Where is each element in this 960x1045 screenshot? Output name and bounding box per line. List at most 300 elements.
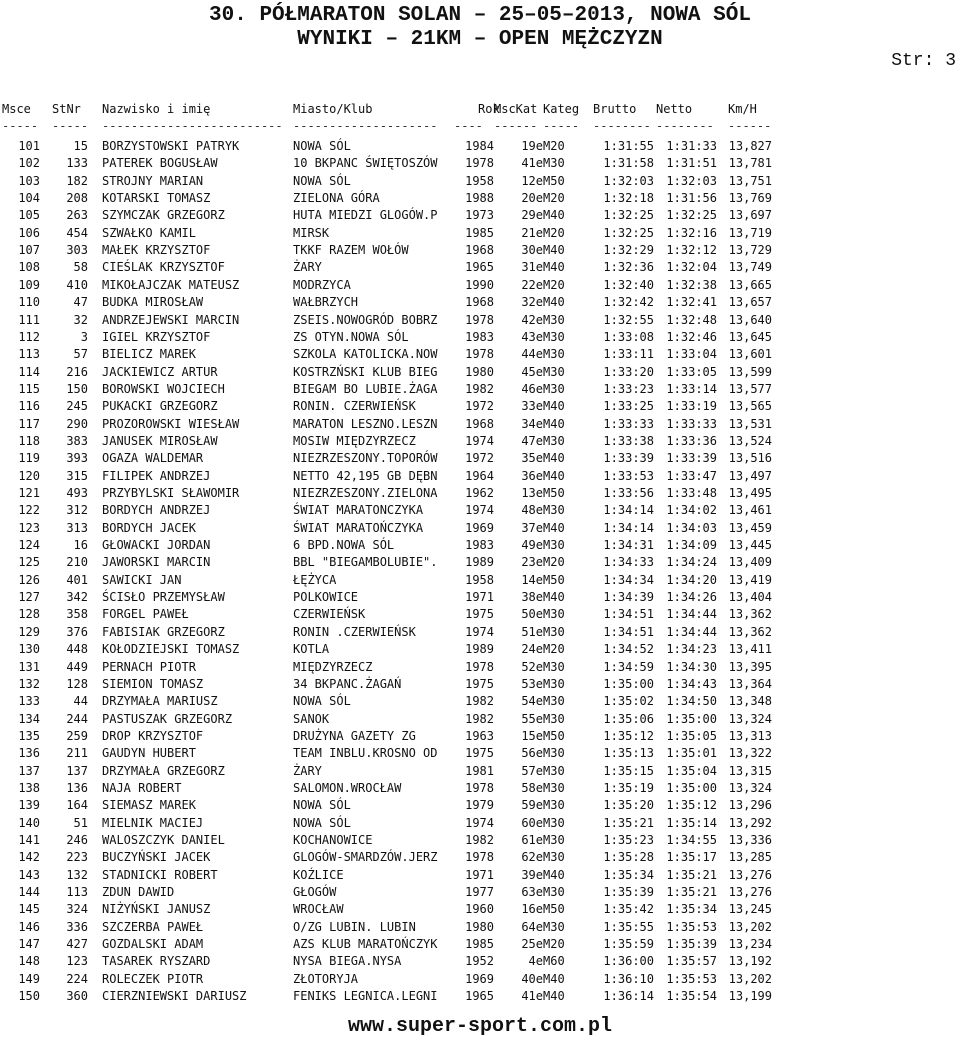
- cell-netto: 1:34:55: [666, 833, 717, 847]
- cell-msce: 110: [18, 295, 40, 310]
- cell-brutto: 1:35:28: [603, 850, 654, 865]
- cell-stnr: 216: [66, 364, 88, 379]
- cell-brutto: 1:35:23: [603, 833, 654, 847]
- cell-rok: 1971: [465, 590, 494, 605]
- sep-stnr: -----: [52, 119, 89, 133]
- cell-stnr: 208: [66, 191, 88, 206]
- cell-stnr: 313: [66, 520, 88, 535]
- cell-kmh: 13,202: [728, 971, 772, 986]
- cell-rok: 1983: [465, 329, 494, 344]
- cell-rok: 1983: [465, 538, 494, 553]
- cell-msce: 117: [18, 416, 40, 431]
- cell-netto: 1:33:47: [666, 468, 717, 483]
- cell-name: BOROWSKI WOJCIECH: [102, 381, 225, 396]
- cell-rok: 1978: [465, 347, 494, 362]
- cell-msckat: 31e: [521, 260, 543, 275]
- cell-city: ŚWIAT MARATOŃCZYKA: [293, 520, 424, 535]
- cell-stnr: 245: [66, 399, 88, 414]
- cell-name: SZYMCZAK GRZEGORZ: [102, 208, 225, 223]
- cell-msce: 150: [18, 989, 40, 1004]
- cell-city: NOWA SÓL: [293, 694, 351, 709]
- sep-name: -------------------------: [102, 119, 283, 133]
- cell-netto: 1:32:16: [666, 225, 717, 240]
- cell-stnr: 224: [66, 971, 88, 986]
- cell-stnr: 263: [66, 208, 88, 223]
- cell-brutto: 1:32:36: [603, 260, 654, 275]
- cell-msckat: 53e: [521, 676, 543, 691]
- cell-rok: 1958: [465, 572, 494, 587]
- cell-kateg: M40: [543, 971, 565, 986]
- cell-msckat: 49e: [521, 538, 543, 553]
- cell-stnr: 427: [66, 937, 88, 952]
- cell-kmh: 13,409: [728, 555, 772, 570]
- cell-kateg: M20: [543, 555, 565, 570]
- footer-website: www.super-sport.com.pl: [347, 1015, 613, 1038]
- sep-kateg: -----: [543, 119, 580, 133]
- cell-kateg: M20: [543, 191, 565, 206]
- cell-brutto: 1:34:33: [603, 555, 654, 570]
- cell-netto: 1:35:57: [666, 954, 717, 969]
- cell-stnr: 15: [73, 139, 88, 153]
- cell-netto: 1:33:19: [666, 399, 717, 414]
- cell-stnr: 259: [66, 728, 88, 743]
- cell-brutto: 1:33:56: [603, 486, 654, 500]
- cell-stnr: 312: [66, 503, 88, 518]
- cell-stnr: 182: [66, 173, 88, 188]
- cell-stnr: 133: [66, 156, 88, 171]
- cell-msce: 107: [18, 243, 40, 258]
- cell-brutto: 1:33:11: [603, 347, 654, 362]
- cell-name: ROLECZEK PIOTR: [102, 971, 204, 986]
- cell-name: BORDYCH JACEK: [102, 520, 196, 535]
- cell-name: TASAREK RYSZARD: [102, 954, 211, 969]
- cell-kateg: M40: [543, 590, 565, 605]
- cell-name: CIERZNIEWSKI DARIUSZ: [102, 989, 247, 1004]
- cell-msckat: 59e: [521, 798, 543, 813]
- cell-brutto: 1:32:03: [603, 173, 654, 188]
- cell-name: CIEŚLAK KRZYSZTOF: [102, 260, 225, 275]
- cell-rok: 1978: [465, 850, 494, 865]
- cell-msckat: 38e: [521, 590, 543, 605]
- cell-name: GOZDALSKI ADAM: [102, 937, 204, 952]
- cell-name: DRZYMAŁA MARIUSZ: [102, 694, 218, 709]
- cell-netto: 1:33:05: [666, 364, 717, 379]
- cell-msckat: 50e: [521, 607, 543, 622]
- cell-rok: 1978: [465, 312, 494, 327]
- results-title: 30. PÓŁMARATON SOLAN – 25–05–2013, NOWA SÓL: [209, 4, 751, 27]
- cell-rok: 1972: [465, 451, 494, 466]
- cell-name: SAWICKI JAN: [102, 572, 182, 587]
- cell-rok: 1977: [465, 885, 494, 900]
- cell-kateg: M30: [543, 694, 565, 709]
- cell-msce: 128: [18, 607, 40, 622]
- cell-city: WAŁBRZYCH: [293, 295, 359, 310]
- cell-brutto: 1:32:55: [603, 312, 654, 327]
- cell-netto: 1:34:44: [666, 607, 717, 622]
- cell-stnr: 376: [66, 624, 88, 639]
- cell-city: KOCHANOWICE: [293, 833, 373, 847]
- cell-kateg: M30: [543, 746, 565, 761]
- cell-name: PASTUSZAK GRZEGORZ: [102, 711, 233, 726]
- results-subtitle: WYNIKI – 21KM – OPEN MĘŻCZYZN: [297, 28, 663, 51]
- cell-name: STROJNY MARIAN: [102, 173, 204, 188]
- cell-msce: 138: [18, 780, 40, 795]
- cell-kmh: 13,697: [728, 208, 772, 223]
- cell-msckat: 42e: [521, 312, 543, 327]
- cell-rok: 1968: [465, 416, 494, 431]
- cell-name: MIKOŁAJCZAK MATEUSZ: [102, 277, 240, 292]
- cell-kateg: M60: [543, 954, 565, 969]
- cell-kmh: 13,364: [728, 676, 772, 691]
- cell-brutto: 1:35:55: [603, 919, 654, 934]
- cell-msce: 101: [18, 139, 40, 153]
- cell-city: HUTA MIEDZI GLOGÓW.P: [293, 208, 438, 223]
- cell-rok: 1975: [465, 746, 494, 761]
- cell-name: JAWORSKI MARCIN: [102, 555, 211, 570]
- cell-rok: 1973: [465, 208, 494, 223]
- col-rok: Rok: [478, 102, 500, 116]
- cell-rok: 1975: [465, 607, 494, 622]
- cell-kateg: M20: [543, 225, 565, 240]
- cell-msckat: 56e: [521, 746, 543, 761]
- cell-kmh: 13,324: [728, 780, 772, 795]
- cell-netto: 1:35:05: [666, 728, 717, 743]
- cell-city: NIEZRZESZONY.TOPORÓW: [293, 451, 438, 466]
- cell-rok: 1969: [465, 971, 494, 986]
- cell-kateg: M50: [543, 572, 565, 587]
- cell-brutto: 1:35:06: [603, 711, 654, 726]
- cell-netto: 1:31:51: [666, 156, 717, 171]
- cell-netto: 1:35:34: [666, 902, 717, 917]
- cell-rok: 1980: [465, 364, 494, 379]
- cell-kmh: 13,749: [728, 260, 772, 275]
- cell-stnr: 128: [66, 676, 88, 691]
- cell-msckat: 34e: [521, 416, 543, 431]
- cell-name: BORZYSTOWSKI PATRYK: [102, 139, 240, 153]
- cell-kateg: M40: [543, 867, 565, 882]
- cell-city: ZŁOTORYJA: [293, 971, 359, 986]
- cell-stnr: 51: [73, 815, 88, 830]
- col-netto: Netto: [656, 102, 693, 116]
- cell-msce: 123: [18, 520, 40, 535]
- cell-netto: 1:35:04: [666, 763, 717, 778]
- cell-brutto: 1:35:39: [603, 885, 654, 900]
- cell-rok: 1972: [465, 399, 494, 414]
- cell-name: STADNICKI ROBERT: [102, 867, 218, 882]
- cell-msckat: 20e: [521, 191, 543, 206]
- cell-name: BIELICZ MAREK: [102, 347, 196, 362]
- cell-kateg: M30: [543, 815, 565, 830]
- cell-name: OGAZA WALDEMAR: [102, 451, 204, 466]
- cell-city: SANOK: [293, 711, 330, 726]
- cell-netto: 1:35:14: [666, 815, 717, 830]
- cell-city: 6 BPD.NOWA SÓL: [293, 538, 395, 553]
- cell-msckat: 46e: [521, 381, 543, 396]
- cell-stnr: 244: [66, 711, 88, 726]
- cell-msce: 130: [18, 642, 40, 657]
- cell-city: WROCŁAW: [293, 902, 344, 917]
- cell-kateg: M30: [543, 798, 565, 813]
- cell-stnr: 360: [66, 989, 88, 1004]
- cell-city: 10 BKPANC ŚWIĘTOSZÓW: [293, 156, 438, 171]
- cell-stnr: 211: [66, 746, 88, 761]
- cell-kateg: M50: [543, 728, 565, 743]
- cell-brutto: 1:35:42: [603, 902, 654, 917]
- cell-city: NIEZRZESZONY.ZIELONA: [293, 486, 438, 500]
- cell-stnr: 57: [73, 347, 88, 362]
- cell-msckat: 13e: [521, 486, 543, 500]
- cell-netto: 1:35:53: [666, 919, 717, 934]
- cell-netto: 1:31:33: [666, 139, 717, 153]
- cell-city: MODRZYCA: [293, 277, 351, 292]
- cell-msce: 108: [18, 260, 40, 275]
- cell-kmh: 13,599: [728, 364, 772, 379]
- cell-city: KOŹLICE: [293, 867, 344, 882]
- cell-rok: 1974: [465, 815, 494, 830]
- cell-msce: 143: [18, 867, 40, 882]
- cell-msckat: 41e: [521, 989, 543, 1004]
- cell-msce: 106: [18, 225, 40, 240]
- cell-netto: 1:32:12: [666, 243, 717, 258]
- cell-msckat: 48e: [521, 503, 543, 518]
- cell-kmh: 13,781: [728, 156, 772, 171]
- cell-brutto: 1:35:20: [603, 798, 654, 813]
- cell-city: TEAM INBLU.KROSNO OD: [293, 746, 438, 761]
- cell-stnr: 137: [66, 763, 88, 778]
- cell-msce: 124: [18, 538, 40, 553]
- cell-msce: 103: [18, 173, 40, 188]
- cell-netto: 1:35:00: [666, 711, 717, 726]
- cell-kateg: M30: [543, 156, 565, 171]
- cell-msce: 102: [18, 156, 40, 171]
- cell-name: ANDRZEJEWSKI MARCIN: [102, 312, 240, 327]
- cell-kmh: 13,665: [728, 277, 772, 292]
- cell-name: MAŁEK KRZYSZTOF: [102, 243, 211, 258]
- cell-netto: 1:32:41: [666, 295, 717, 310]
- cell-msckat: 29e: [521, 208, 543, 223]
- cell-kateg: M30: [543, 538, 565, 553]
- cell-kateg: M50: [543, 486, 565, 500]
- cell-kmh: 13,199: [728, 989, 772, 1004]
- cell-city: ŻARY: [293, 260, 322, 275]
- cell-rok: 1979: [465, 798, 494, 813]
- cell-msckat: 47e: [521, 433, 543, 448]
- cell-brutto: 1:36:14: [603, 989, 654, 1004]
- cell-stnr: 150: [66, 381, 88, 396]
- cell-kateg: M30: [543, 381, 565, 396]
- cell-kateg: M30: [543, 659, 565, 674]
- cell-rok: 1974: [465, 624, 494, 639]
- cell-stnr: 136: [66, 780, 88, 795]
- cell-kateg: M30: [543, 329, 565, 344]
- cell-rok: 1974: [465, 503, 494, 518]
- cell-city: NETTO 42,195 GB DĘBN: [293, 468, 438, 483]
- cell-brutto: 1:35:12: [603, 728, 654, 743]
- cell-brutto: 1:32:25: [603, 225, 654, 240]
- cell-name: PATEREK BOGUSŁAW: [102, 156, 218, 171]
- cell-netto: 1:35:00: [666, 780, 717, 795]
- cell-city: SZKOLA KATOLICKA.NOW: [293, 347, 438, 362]
- cell-stnr: 358: [66, 607, 88, 622]
- cell-city: ZSEIS.NOWOGRÓD BOBRZ: [293, 312, 438, 327]
- cell-msckat: 44e: [521, 347, 543, 362]
- cell-msce: 115: [18, 381, 40, 396]
- col-city: Miasto/Klub: [293, 102, 373, 116]
- cell-city: ZS OTYN.NOWA SÓL: [293, 329, 409, 344]
- cell-rok: 1958: [465, 173, 494, 188]
- cell-rok: 1982: [465, 381, 494, 396]
- cell-brutto: 1:34:51: [603, 624, 654, 639]
- cell-msce: 147: [18, 937, 40, 952]
- cell-netto: 1:35:01: [666, 746, 717, 761]
- cell-stnr: 210: [66, 555, 88, 570]
- cell-name: FILIPEK ANDRZEJ: [102, 468, 211, 483]
- cell-msckat: 55e: [521, 711, 543, 726]
- cell-kmh: 13,296: [728, 798, 772, 813]
- cell-brutto: 1:34:59: [603, 659, 654, 674]
- cell-brutto: 1:35:19: [603, 780, 654, 795]
- cell-kmh: 13,565: [728, 399, 772, 414]
- cell-kateg: M40: [543, 399, 565, 414]
- cell-rok: 1990: [465, 277, 494, 292]
- cell-stnr: 113: [66, 885, 88, 900]
- cell-netto: 1:35:21: [666, 885, 717, 900]
- cell-msckat: 39e: [521, 867, 543, 882]
- cell-brutto: 1:32:42: [603, 295, 654, 310]
- cell-msce: 136: [18, 746, 40, 761]
- cell-kateg: M30: [543, 850, 565, 865]
- cell-brutto: 1:36:10: [603, 971, 654, 986]
- cell-rok: 1985: [465, 225, 494, 240]
- cell-msce: 131: [18, 659, 40, 674]
- cell-kateg: M40: [543, 416, 565, 431]
- cell-netto: 1:32:48: [666, 312, 717, 327]
- cell-msce: 135: [18, 728, 40, 743]
- cell-city: ZIELONA GÓRA: [293, 191, 380, 206]
- cell-name: KOŁODZIEJSKI TOMASZ: [102, 642, 240, 657]
- col-msce: Msce: [2, 102, 31, 116]
- cell-msce: 104: [18, 191, 40, 206]
- cell-msckat: 40e: [521, 971, 543, 986]
- cell-rok: 1965: [465, 260, 494, 275]
- cell-city: BIEGAM BO LUBIE.ŻAGA: [293, 381, 438, 396]
- cell-msckat: 14e: [521, 572, 543, 587]
- cell-brutto: 1:33:08: [603, 329, 654, 344]
- cell-city: KOSTRZŃSKI KLUB BIEG: [293, 364, 438, 379]
- cell-kmh: 13,245: [728, 902, 772, 917]
- cell-name: BUDKA MIROSŁAW: [102, 295, 204, 310]
- cell-kmh: 13,640: [728, 312, 772, 327]
- cell-netto: 1:34:43: [666, 676, 717, 691]
- cell-kmh: 13,751: [728, 173, 772, 188]
- cell-brutto: 1:34:52: [603, 642, 654, 657]
- cell-kmh: 13,362: [728, 624, 772, 639]
- cell-stnr: 383: [66, 433, 88, 448]
- cell-name: SZWAŁKO KAMIL: [102, 225, 196, 240]
- cell-msckat: 60e: [521, 815, 543, 830]
- cell-msce: 126: [18, 572, 40, 587]
- cell-kmh: 13,348: [728, 694, 772, 709]
- cell-msckat: 43e: [521, 329, 543, 344]
- cell-msce: 132: [18, 676, 40, 691]
- cell-msckat: 41e: [521, 156, 543, 171]
- cell-msckat: 36e: [521, 468, 543, 483]
- cell-kateg: M30: [543, 833, 565, 847]
- cell-name: BORDYCH ANDRZEJ: [102, 503, 211, 518]
- cell-kateg: M40: [543, 295, 565, 310]
- cell-rok: 1952: [465, 954, 494, 969]
- cell-brutto: 1:32:25: [603, 208, 654, 223]
- cell-kmh: 13,531: [728, 416, 772, 431]
- cell-brutto: 1:31:58: [603, 156, 654, 171]
- cell-netto: 1:35:17: [666, 850, 717, 865]
- cell-netto: 1:35:21: [666, 867, 717, 882]
- cell-city: RONIN .CZERWIEŃSK: [293, 624, 416, 639]
- cell-netto: 1:34:26: [666, 590, 717, 605]
- cell-stnr: 246: [66, 833, 88, 847]
- cell-msckat: 33e: [521, 399, 543, 414]
- cell-brutto: 1:33:39: [603, 451, 654, 466]
- cell-msce: 139: [18, 798, 40, 813]
- cell-brutto: 1:34:14: [603, 503, 654, 518]
- cell-rok: 1968: [465, 243, 494, 258]
- cell-name: ZDUN DAWID: [102, 885, 175, 900]
- cell-city: TKKF RAZEM WOŁÓW: [293, 243, 409, 258]
- cell-name: GŁOWACKI JORDAN: [102, 538, 211, 553]
- cell-netto: 1:34:23: [666, 642, 717, 657]
- cell-name: FABISIAK GRZEGORZ: [102, 624, 225, 639]
- cell-msce: 121: [18, 486, 40, 500]
- cell-kateg: M30: [543, 347, 565, 362]
- cell-kateg: M30: [543, 780, 565, 795]
- header-separator: [0, 116, 960, 136]
- cell-kmh: 13,461: [728, 503, 772, 518]
- cell-kmh: 13,645: [728, 329, 772, 344]
- cell-kmh: 13,202: [728, 919, 772, 934]
- cell-name: NIŻYŃSKI JANUSZ: [102, 902, 211, 917]
- cell-kmh: 13,313: [728, 728, 772, 743]
- cell-city: DRUŻYNA GAZETY ZG: [293, 728, 416, 743]
- cell-brutto: 1:32:18: [603, 191, 654, 206]
- cell-kateg: M20: [543, 139, 565, 153]
- cell-kateg: M30: [543, 763, 565, 778]
- cell-kmh: 13,419: [728, 572, 772, 587]
- cell-rok: 1982: [465, 694, 494, 709]
- cell-netto: 1:32:03: [666, 173, 717, 188]
- cell-rok: 1982: [465, 833, 494, 847]
- cell-msckat: 19e: [521, 139, 543, 153]
- cell-stnr: 164: [66, 798, 88, 813]
- cell-city: KOTLA: [293, 642, 330, 657]
- cell-kmh: 13,577: [728, 381, 772, 396]
- cell-name: DROP KRZYSZTOF: [102, 728, 204, 743]
- cell-kateg: M40: [543, 520, 565, 535]
- cell-stnr: 454: [66, 225, 88, 240]
- cell-msckat: 64e: [521, 919, 543, 934]
- sep-msckat: ------: [494, 119, 538, 133]
- cell-rok: 1985: [465, 937, 494, 952]
- cell-stnr: 32: [73, 312, 88, 327]
- cell-netto: 1:34:20: [666, 572, 717, 587]
- cell-msce: 144: [18, 885, 40, 900]
- cell-brutto: 1:34:34: [603, 572, 654, 587]
- cell-msce: 142: [18, 850, 40, 865]
- cell-kmh: 13,276: [728, 885, 772, 900]
- cell-stnr: 410: [66, 277, 88, 292]
- col-kateg: Kateg: [543, 102, 580, 116]
- cell-msce: 109: [18, 277, 40, 292]
- cell-msce: 114: [18, 364, 40, 379]
